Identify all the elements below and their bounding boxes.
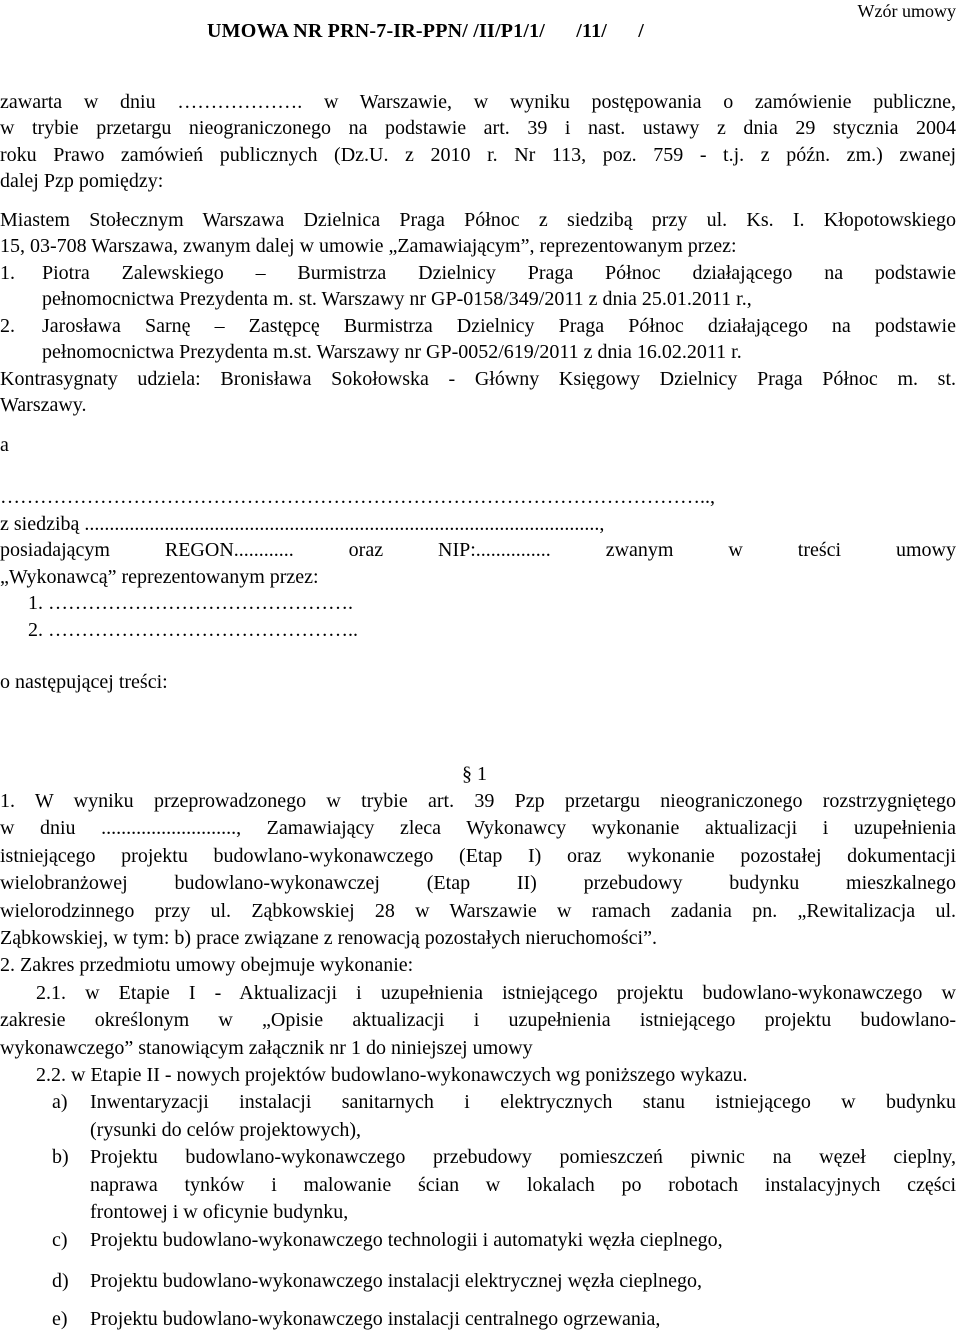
party2-rep: 2. ……………………………………….. xyxy=(28,619,358,641)
item-line: (rysunki do celów projektowych), xyxy=(90,1119,362,1141)
item-line: naprawa tynków i malowanie ścian w lokalach po robotach instalacyjnych części xyxy=(90,1174,956,1196)
contract-title: UMOWA NR PRN-7-IR-PPN/ /II/P1/1/ /11/ / xyxy=(207,20,645,42)
scope-title: 2. Zakres przedmiotu umowy obejmuje wykonanie: xyxy=(0,954,414,976)
rep-number: 2. xyxy=(0,315,15,337)
item-letter: d) xyxy=(52,1270,69,1292)
rep-line: Jarosława Sarnę – Zastępcę Burmistrza Dzielnicy Praga Północ działającego na podstawie xyxy=(42,315,956,337)
item-line: Projektu budowlano-wykonawczego instalacji elektrycznej węzła cieplnego, xyxy=(90,1270,702,1292)
item-line: Projektu budowlano-wykonawczego przebudowy pomieszczeń piwnic na węzeł cieplny, xyxy=(90,1146,956,1168)
rep-line: pełnomocnictwa Prezydenta m. st. Warszawy nr GP-0158/349/2011 z dnia 25.01.2011 r., xyxy=(42,288,752,310)
scope-21-line: 2.1. w Etapie I - Aktualizacji i uzupełnienia istniejącego projektu budowlano-wykonawczego w xyxy=(36,982,956,1004)
item-line: Projektu budowlano-wykonawczego technologii i automatyki węzła cieplnego, xyxy=(90,1229,723,1251)
document-type-label: Wzór umowy xyxy=(857,1,956,21)
item-line: Projektu budowlano-wykonawczego instalacji centralnego ogrzewania, xyxy=(90,1308,661,1330)
rep-line: pełnomocnictwa Prezydenta m.st. Warszawy nr GP-0052/619/2011 z dnia 16.02.2011 r. xyxy=(42,341,742,363)
scope-21-line: zakresie określonym w „Opisie aktualizacji i uzupełnienia istniejącego projektu budowlano- xyxy=(0,1009,956,1031)
body-line: w dniu ..........................., Zamawiający zleca Wykonawcy wykonanie aktualizacji i uzupełnienia xyxy=(0,817,956,839)
scope-21-line: wykonawczego” stanowiącym załącznik nr 1 do niniejszej umowy xyxy=(0,1037,533,1059)
item-letter: e) xyxy=(52,1308,68,1330)
party1-line: Miastem Stołecznym Warszawa Dzielnica Praga Północ z siedzibą przy ul. Ks. I. Kłopotowskiego xyxy=(0,209,956,231)
party2-regon: posiadającym REGON............ oraz NIP:............... zwanym w treści umowy xyxy=(0,539,956,561)
item-line: Inwentaryzacji instalacji sanitarnych i elektrycznych stanu istniejącego w budynku xyxy=(90,1091,956,1113)
rep-number: 1. xyxy=(0,262,15,284)
party2-rep: 1. ………………………………………. xyxy=(28,592,353,614)
scope-22-line: 2.2. w Etapie II - nowych projektów budowlano-wykonawczych wg poniższego wykazu. xyxy=(36,1064,748,1086)
item-letter: c) xyxy=(52,1229,68,1251)
party1-line: 15, 03-708 Warszawa, zwanym dalej w umowie „Zamawiającym”, reprezentowanym przez: xyxy=(0,235,737,257)
party2-name-blank: …………………………………………………………………………………………….., xyxy=(0,486,715,508)
party2-a: a xyxy=(0,434,9,456)
item-letter: a) xyxy=(52,1091,68,1113)
intro-line: zawarta w dniu ………………. w Warszawie, w wyniku postępowania o zamówienie publiczne, xyxy=(0,91,956,113)
countersign-line: Kontrasygnaty udziela: Bronisława Sokołowska - Główny Księgowy Dzielnicy Praga Północ m. st. xyxy=(0,368,956,390)
party2-contractor: „Wykonawcą” reprezentowanym przez: xyxy=(0,566,319,588)
body-line: Ząbkowskiej, w tym: b) prace związane z renowacją pozostałych nieruchomości”. xyxy=(0,927,657,949)
body-line: 1. W wyniku przeprowadzonego w trybie art. 39 Pzp przetargu nieograniczonego rozstrzygniętego xyxy=(0,790,956,812)
body-line: wielobranżowej budowlano-wykonawczej (Etap II) przebudowy budynku mieszkalnego xyxy=(0,872,956,894)
countersign-line: Warszawy. xyxy=(0,394,87,416)
body-line: wielorodzinnego przy ul. Ząbkowskiej 28 w Warszawie w ramach zadania pn. „Rewitalizacja ul. xyxy=(0,900,956,922)
body-line: istniejącego projektu budowlano-wykonawczego (Etap I) oraz wykonanie pozostałej dokumentacji xyxy=(0,845,956,867)
intro-line: roku Prawo zamówień publicznych (Dz.U. z 2010 r. Nr 113, poz. 759 - t.j. z późn. zm.) zwanej xyxy=(0,144,956,166)
party2-seat: z siedzibą ......................................................................................................., xyxy=(0,513,605,535)
item-line: frontowej i w oficynie budynku, xyxy=(90,1201,349,1223)
following-text: o następującej treści: xyxy=(0,671,168,693)
section-mark: § 1 xyxy=(462,763,487,785)
item-letter: b) xyxy=(52,1146,69,1168)
intro-line: dalej Pzp pomiędzy: xyxy=(0,170,164,192)
intro-line: w trybie przetargu nieograniczonego na podstawie art. 39 i nast. ustawy z dnia 29 stycznia 2004 xyxy=(0,117,956,139)
rep-line: Piotra Zalewskiego – Burmistrza Dzielnicy Praga Północ działającego na podstawie xyxy=(42,262,956,284)
